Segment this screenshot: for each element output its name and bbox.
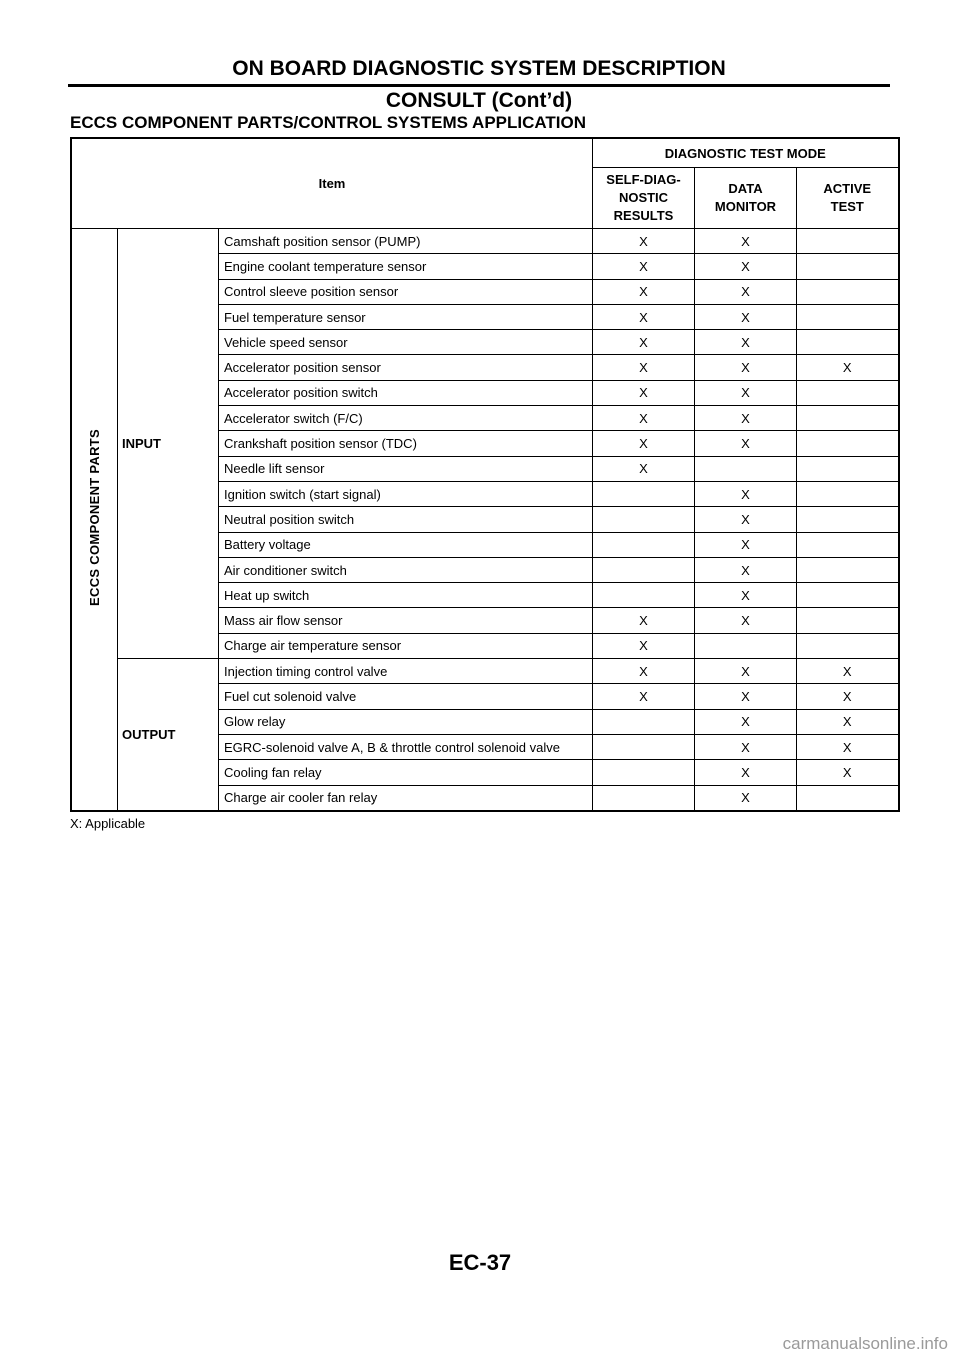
self-diag-mark [593, 583, 695, 608]
component-name: Injection timing control valve [219, 659, 593, 684]
data-monitor-mark: X [695, 583, 797, 608]
data-monitor-mark: X [695, 532, 797, 557]
component-name: Ignition switch (start signal) [219, 481, 593, 506]
data-monitor-mark: X [695, 684, 797, 709]
data-monitor-mark: X [695, 481, 797, 506]
header-subtitle: CONSULT (Cont’d) [385, 89, 573, 112]
component-name: Cooling fan relay [219, 760, 593, 785]
data-monitor-mark: X [695, 507, 797, 532]
data-monitor-mark: X [695, 659, 797, 684]
self-diag-mark: X [593, 456, 695, 481]
data-monitor-mark: X [695, 760, 797, 785]
component-name: Accelerator switch (F/C) [219, 406, 593, 431]
data-monitor-mark: X [695, 304, 797, 329]
component-name: Needle lift sensor [219, 456, 593, 481]
active-test-mark: X [797, 684, 899, 709]
data-monitor-mark: X [695, 279, 797, 304]
self-diag-mark [593, 481, 695, 506]
self-diag-mark [593, 557, 695, 582]
section-title: ECCS COMPONENT PARTS/CONTROL SYSTEMS APPLICATION [70, 113, 587, 132]
component-name: Fuel cut solenoid valve [219, 684, 593, 709]
component-name: Battery voltage [219, 532, 593, 557]
active-test-mark [797, 583, 899, 608]
active-test-mark [797, 481, 899, 506]
component-name: Air conditioner switch [219, 557, 593, 582]
group-label: INPUT [118, 229, 219, 659]
component-name: Charge air temperature sensor [219, 633, 593, 658]
data-monitor-mark [695, 456, 797, 481]
active-test-mark [797, 304, 899, 329]
self-diag-mark: X [593, 406, 695, 431]
active-test-mark: X [797, 659, 899, 684]
component-name: Crankshaft position sensor (TDC) [219, 431, 593, 456]
self-diag-mark [593, 734, 695, 759]
data-monitor-mark: X [695, 608, 797, 633]
active-test-mark [797, 532, 899, 557]
header-title: ON BOARD DIAGNOSTIC SYSTEM DESCRIPTION [232, 57, 726, 80]
active-test-mark [797, 785, 899, 811]
active-test-mark [797, 254, 899, 279]
self-diag-mark [593, 507, 695, 532]
self-diag-mark [593, 532, 695, 557]
component-name: Mass air flow sensor [219, 608, 593, 633]
component-name: Charge air cooler fan relay [219, 785, 593, 811]
watermark: carmanualsonline.info [782, 1334, 948, 1353]
active-test-mark: X [797, 355, 899, 380]
active-test-mark [797, 633, 899, 658]
self-diagnostic-results-header: SELF-DIAG- NOSTIC RESULTS [593, 168, 695, 229]
self-diag-mark: X [593, 355, 695, 380]
component-name: Neutral position switch [219, 507, 593, 532]
active-test-mark: X [797, 760, 899, 785]
self-diag-mark: X [593, 330, 695, 355]
side-label-cell [71, 229, 118, 811]
self-diag-mark [593, 785, 695, 811]
page-header [68, 56, 890, 115]
active-test-header: ACTIVE TEST [797, 168, 899, 229]
data-monitor-mark: X [695, 380, 797, 405]
active-test-mark [797, 456, 899, 481]
active-test-mark [797, 229, 899, 254]
data-monitor-mark: X [695, 406, 797, 431]
component-name: Accelerator position sensor [219, 355, 593, 380]
self-diag-mark: X [593, 684, 695, 709]
data-monitor-mark [695, 633, 797, 658]
page-number: EC-37 [448, 1250, 512, 1275]
active-test-mark: X [797, 709, 899, 734]
active-test-mark [797, 431, 899, 456]
data-monitor-mark: X [695, 355, 797, 380]
data-monitor-mark: X [695, 709, 797, 734]
self-diag-mark: X [593, 659, 695, 684]
data-monitor-mark: X [695, 254, 797, 279]
component-name: Fuel temperature sensor [219, 304, 593, 329]
self-diag-mark: X [593, 380, 695, 405]
application-table [70, 137, 900, 812]
self-diag-mark: X [593, 279, 695, 304]
active-test-mark [797, 330, 899, 355]
component-name: Control sleeve position sensor [219, 279, 593, 304]
active-test-mark [797, 279, 899, 304]
diagnostic-test-mode-header: DIAGNOSTIC TEST MODE [593, 138, 899, 168]
component-name: Heat up switch [219, 583, 593, 608]
component-name: Glow relay [219, 709, 593, 734]
self-diag-mark: X [593, 633, 695, 658]
active-test-mark [797, 507, 899, 532]
side-label: ECCS COMPONENT PARTS [87, 429, 102, 607]
component-name: Engine coolant temperature sensor [219, 254, 593, 279]
table-row [71, 229, 899, 254]
data-monitor-mark: X [695, 734, 797, 759]
active-test-mark: X [797, 734, 899, 759]
applicable-note: X: Applicable [70, 816, 146, 831]
active-test-mark [797, 608, 899, 633]
self-diag-mark: X [593, 431, 695, 456]
component-name: Accelerator position switch [219, 380, 593, 405]
component-name: EGRC-solenoid valve A, B & throttle control solenoid valve [219, 734, 593, 759]
data-monitor-mark: X [695, 785, 797, 811]
self-diag-mark: X [593, 254, 695, 279]
data-monitor-mark: X [695, 557, 797, 582]
self-diag-mark [593, 760, 695, 785]
component-name: Vehicle speed sensor [219, 330, 593, 355]
data-monitor-mark: X [695, 229, 797, 254]
data-monitor-mark: X [695, 330, 797, 355]
self-diag-mark: X [593, 608, 695, 633]
active-test-mark [797, 557, 899, 582]
data-monitor-mark: X [695, 431, 797, 456]
data-monitor-header: DATA MONITOR [695, 168, 797, 229]
group-label: OUTPUT [118, 659, 219, 811]
self-diag-mark: X [593, 304, 695, 329]
component-name: Camshaft position sensor (PUMP) [219, 229, 593, 254]
self-diag-mark: X [593, 229, 695, 254]
table-row [71, 659, 899, 684]
item-header: Item [71, 138, 593, 229]
active-test-mark [797, 380, 899, 405]
active-test-mark [797, 406, 899, 431]
self-diag-mark [593, 709, 695, 734]
